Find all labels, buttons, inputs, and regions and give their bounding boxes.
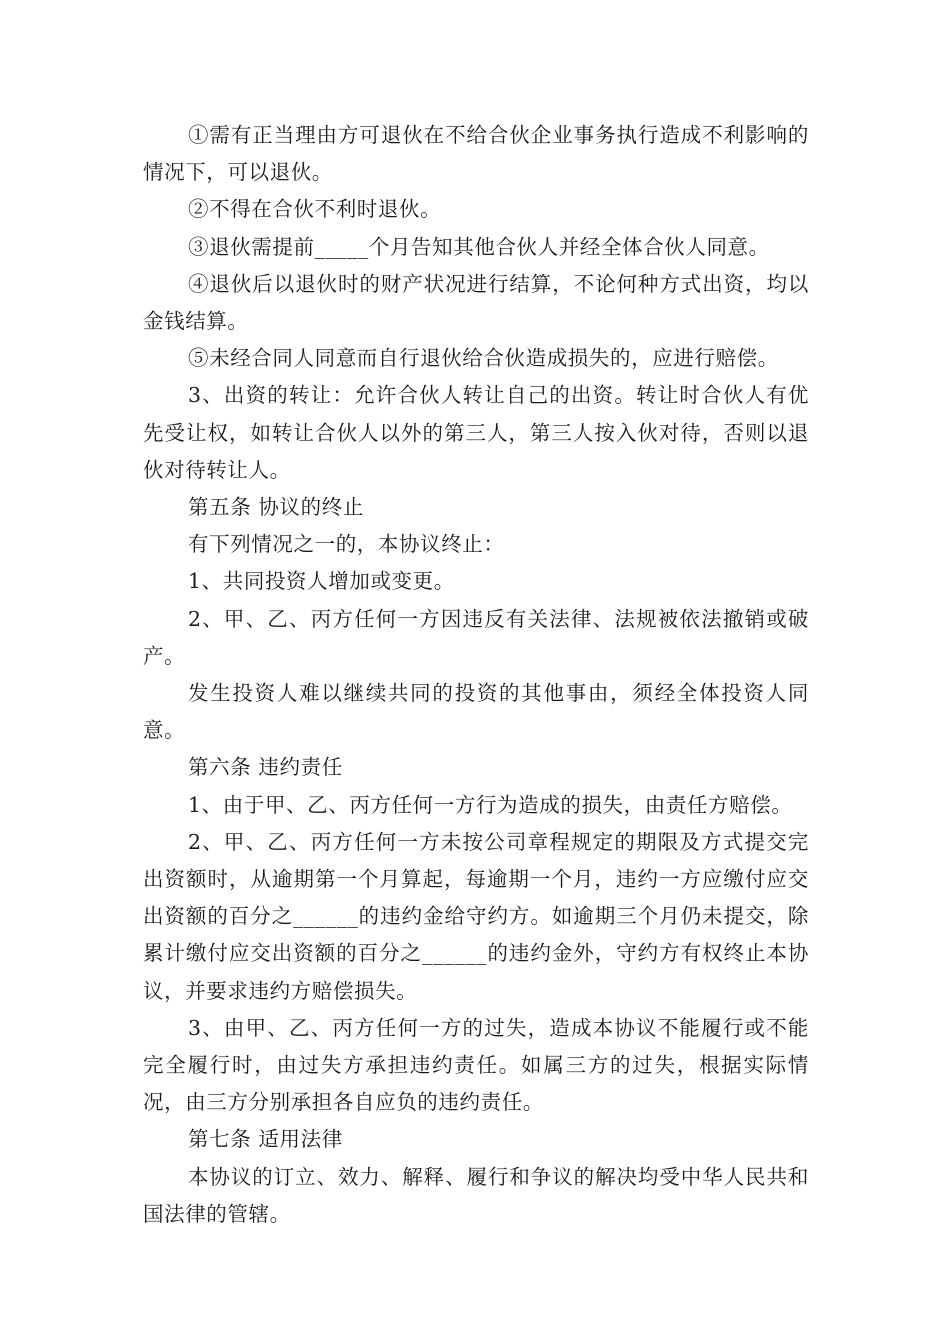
article-5-heading: 第五条 协议的终止 xyxy=(188,495,364,520)
liability-item-2: 2、甲、乙、丙方任何一方未按公司章程规定的期限及方式提交完出资额时，从逾期第一个月算起，每逾期一个月，违约一方应缴付应交出资额的百分之______的违约金给守约方。如逾期三个月仍未提交，除累计缴付应交出资额的百分之______的违约金外，守约方有权终止本协议，并要求违约方赔偿损失。 xyxy=(143,829,809,1003)
withdrawal-condition-1: ①需有正当理由方可退伙在不给合伙企业事务执行造成不利影响的情况下，可以退伙。 xyxy=(143,123,809,185)
document-body xyxy=(143,117,809,1233)
termination-intro: 有下列情况之一的，本协议终止： xyxy=(188,532,505,557)
liability-item-3: 3、由甲、乙、丙方任何一方的过失，造成本协议不能履行或不能完全履行时，由过失方承担违约责任。如属三方的过失，根据实际情况，由三方分别承担各自应负的违约责任。 xyxy=(143,1015,809,1115)
liability-item-1: 1、由于甲、乙、丙方任何一方行为造成的损失，由责任方赔偿。 xyxy=(188,792,793,817)
withdrawal-condition-3: ③退伙需提前_____个月告知其他合伙人并经全体合伙人同意。 xyxy=(188,234,770,259)
termination-item-2: 2、甲、乙、丙方任何一方因违反有关法律、法规被依法撤销或破产。 xyxy=(143,606,809,668)
capital-transfer-clause: 3、出资的转让：允许合伙人转让自己的出资。转让时合伙人有优先受让权，如转让合伙人以外的第三人，第三人按入伙对待，否则以退伙对待转让人。 xyxy=(143,383,809,482)
withdrawal-condition-5: ⑤未经合同人同意而自行退伙给合伙造成损失的，应进行赔偿。 xyxy=(188,346,779,371)
article-6-heading: 第六条 违约责任 xyxy=(188,755,343,780)
withdrawal-condition-2: ②不得在合伙不利时退伙。 xyxy=(188,197,442,222)
termination-item-1: 1、共同投资人增加或变更。 xyxy=(188,569,455,594)
withdrawal-condition-4: ④退伙后以退伙时的财产状况进行结算，不论何种方式出资，均以金钱结算。 xyxy=(143,271,809,334)
governing-law-clause: 本协议的订立、效力、解释、履行和争议的解决均受中华人民共和国法律的管辖。 xyxy=(143,1164,809,1226)
article-7-heading: 第七条 适用法律 xyxy=(188,1127,343,1152)
termination-other-reasons: 发生投资人难以继续共同的投资的其他事由，须经全体投资人同意。 xyxy=(143,681,809,743)
